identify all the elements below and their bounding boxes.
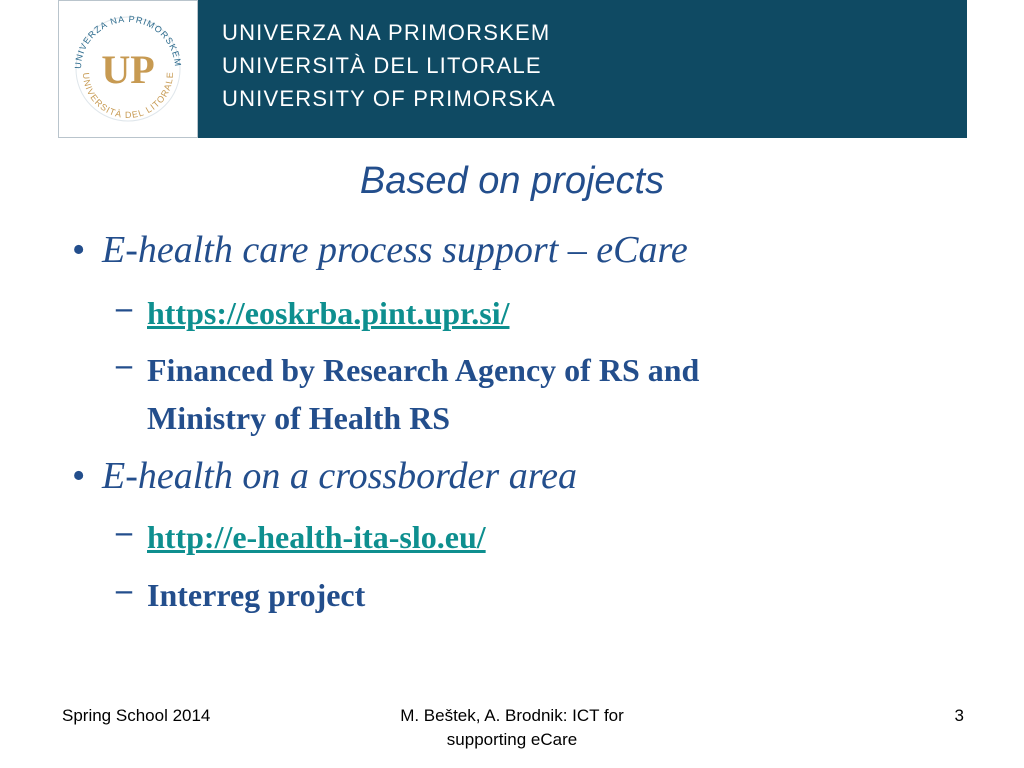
logo-ring-text-bottom: UNIVERSITÀ DEL LITORALE (80, 71, 176, 121)
footer-authors-line1: M. Beštek, A. Brodnik: ICT for (400, 706, 624, 725)
university-header (58, 0, 967, 138)
list-item-text: E-health on a crossborder area (102, 455, 577, 497)
logo-ring-text-top: UNIVERZA NA PRIMORSKEM (72, 13, 184, 70)
dash-icon: – (116, 289, 132, 325)
up-seal-icon (59, 1, 197, 137)
footer-authors-line2: supporting eCare (446, 730, 578, 749)
sub-list-item-text-continued: Ministry of Health RS (147, 400, 451, 436)
logo-monogram: UP (101, 47, 155, 92)
bullet-icon: • (72, 229, 86, 271)
e-health-ita-slo-link[interactable]: http://e-health-ita-slo.eu/ (147, 519, 486, 555)
footer-event: Spring School 2014 (62, 706, 211, 725)
university-name-slovene: UNIVERZA NA PRIMORSKEM (222, 20, 551, 45)
dash-icon: – (116, 571, 132, 607)
university-banner (198, 0, 967, 138)
footer-authors (330, 704, 694, 752)
eoskrba-link[interactable]: https://eoskrba.pint.upr.si/ (147, 295, 510, 331)
slide-title: Based on projects (359, 160, 665, 202)
university-name-italian: UNIVERSITÀ DEL LITORALE (222, 53, 542, 78)
page-number: 3 (954, 706, 964, 725)
sub-list-item-text: Financed by Research Agency of RS and (147, 352, 700, 388)
university-name-english: UNIVERSITY OF PRIMORSKA (222, 86, 557, 111)
sub-list-item-text: Interreg project (147, 577, 366, 613)
university-logo (58, 0, 198, 138)
bullet-icon: • (72, 455, 86, 497)
dash-icon: – (116, 346, 132, 382)
dash-icon: – (116, 513, 132, 549)
list-item-text: E-health care process support – eCare (102, 229, 688, 271)
